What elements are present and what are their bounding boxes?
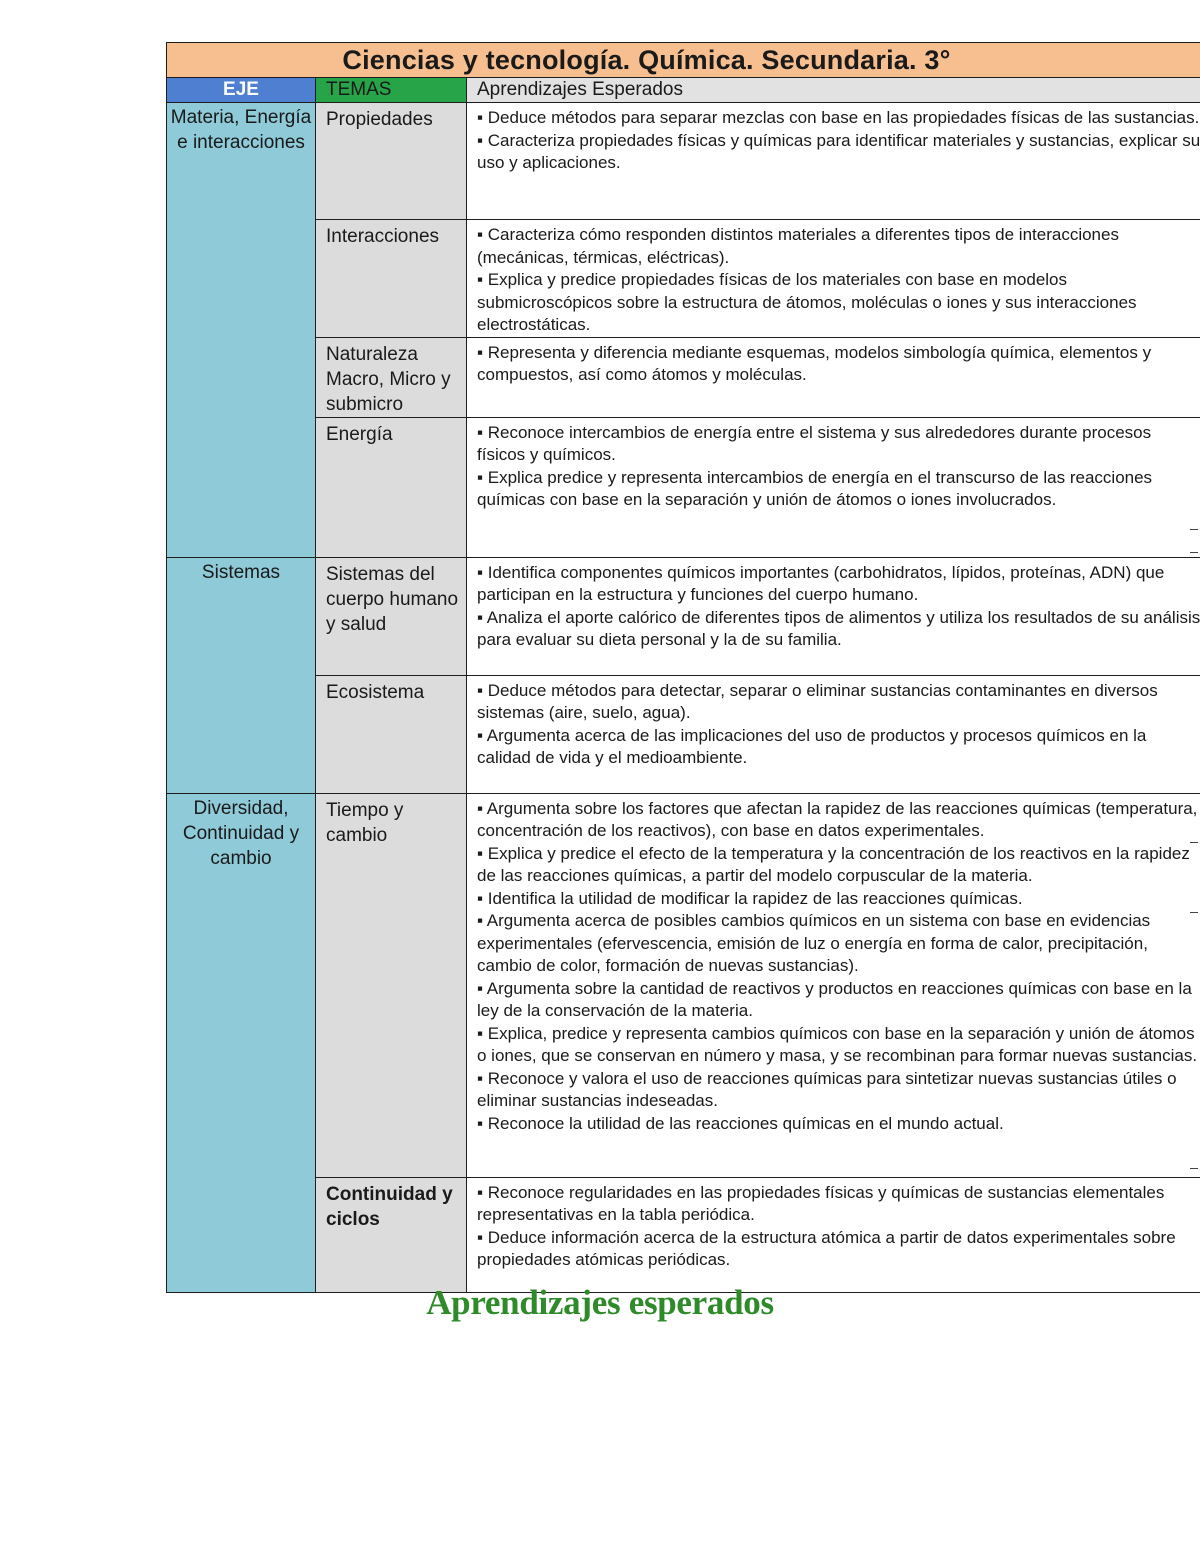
aprendizajes-cell: [467, 103, 1200, 220]
list-item: ▪ Reconoce intercambios de energía entre el sistema y sus alrededores durante procesos físicos y químicos.: [477, 422, 1152, 464]
aprendizajes-cell: [467, 793, 1200, 1177]
aprendizajes-cell: [467, 675, 1200, 793]
list-item: ▪ Caracteriza cómo responden distintos materiales a diferentes tipos de interacciones (mecánicas, térmicas, eléctricas).: [477, 225, 1119, 267]
aprendizajes-cell: [467, 220, 1200, 338]
aprendizajes-cell: [467, 337, 1200, 417]
eje-cell-diversidad: [167, 793, 316, 1292]
list-item: ▪ Analiza el aporte calórico de diferentes tipos de alimentos y utiliza los resultados de su análisis para evaluar su dieta personal y la de su familia.: [477, 607, 1200, 649]
tema-cell-interacciones: Interacciones: [316, 220, 467, 338]
eje-label: Diversidad, Continuidad y cambio: [182, 797, 300, 869]
table-row: [167, 337, 1200, 417]
page-edge-mark: [1190, 552, 1198, 556]
list-item: ▪ Reconoce regularidades en las propiedades físicas y químicas de sustancias elementales representativas en la tabla periódica.: [477, 1182, 1165, 1224]
title-row: [167, 43, 1200, 78]
table-row: [167, 557, 1200, 675]
eje-cell-sistemas: [167, 557, 316, 793]
document-title: Ciencias y tecnología. Química. Secundaria. 3°: [167, 43, 1200, 78]
list-item: ▪ Reconoce la utilidad de las reacciones químicas en el mundo actual.: [477, 1113, 1004, 1133]
eje-label: Sistemas: [201, 561, 281, 583]
footer-title: Aprendizajes esperados: [426, 1283, 774, 1322]
list-item: ▪ Explica, predice y representa cambios químicos con base en la separación y unión de átomos o iones, que se conservan en número y masa, y se recombinan para formar nuevas sustancias.: [477, 1023, 1198, 1065]
eje-label: Materia, Energía e interacciones: [170, 107, 312, 153]
list-item: ▪ Explica y predice propiedades físicas de los materiales con base en modelos submicroscópicos sobre la estructura de átomos, moléculas o iones y sus interacciones electrostáticas.: [477, 270, 1137, 334]
list-item: ▪ Argumenta sobre los factores que afectan la rapidez de las reacciones químicas (temperatura, concentración de los reactivos), con base en datos experimentales.: [477, 798, 1198, 840]
column-header-temas: TEMAS: [316, 78, 467, 103]
tema-cell-naturaleza: Naturaleza Macro, Micro y submicro: [316, 337, 467, 417]
tema-cell-ecosistema: Ecosistema: [316, 675, 467, 793]
eje-cell-materia: [167, 103, 316, 558]
list-item: ▪ Representa y diferencia mediante esquemas, modelos simbología química, elementos y compuestos, así como átomos y moléculas.: [477, 342, 1152, 384]
list-item: ▪ Identifica componentes químicos importantes (carbohidratos, lípidos, proteínas, ADN) que participan en la estructura y funciones del cuerpo humano.: [477, 562, 1165, 604]
list-item: ▪ Deduce métodos para detectar, separar o eliminar sustancias contaminantes en diversos sistemas (aire, suelo, agua).: [477, 680, 1158, 722]
list-item: ▪ Argumenta acerca de posibles cambios químicos en un sistema con base en evidencias experimentales (efervescencia, emisión de luz o energía en forma de calor, precipitación, cambio de color, formación de nuevas sustancias).: [477, 911, 1151, 975]
tema-cell-propiedades: Propiedades: [316, 103, 467, 220]
tema-cell-tiempo-cambio: Tiempo y cambio: [316, 793, 467, 1177]
column-header-eje: EJE: [167, 78, 316, 103]
table-row: [167, 220, 1200, 338]
aprendizajes-cell: [467, 557, 1200, 675]
table-row: [167, 793, 1200, 1177]
page-edge-mark: [1190, 842, 1198, 846]
curriculum-table: [166, 42, 1200, 1293]
page-edge-mark: [1190, 912, 1198, 916]
column-header-aprendizajes: Aprendizajes Esperados: [467, 78, 1200, 103]
list-item: ▪ Explica y predice el efecto de la temperatura y la concentración de los reactivos en la rapidez de las reacciones químicas, a partir del modelo corpuscular de la materia.: [477, 843, 1190, 885]
tema-cell-energia: Energía: [316, 417, 467, 557]
aprendizajes-cell: [467, 1177, 1200, 1292]
list-item: ▪ Caracteriza propiedades físicas y químicas para identificar materiales y sustancias, explicar su uso y aplicaciones.: [477, 130, 1200, 172]
table-row: [167, 103, 1200, 220]
page-edge-mark: [1190, 529, 1198, 533]
aprendizajes-cell: [467, 417, 1200, 557]
tema-cell-continuidad-ciclos: Continuidad y ciclos: [316, 1177, 467, 1292]
tema-cell-sistemas-cuerpo: Sistemas del cuerpo humano y salud: [316, 557, 467, 675]
table-row: [167, 1177, 1200, 1292]
list-item: ▪ Argumenta sobre la cantidad de reactivos y productos en reacciones químicas con base en la ley de la conservación de la materia.: [477, 978, 1192, 1020]
table-row: [167, 675, 1200, 793]
list-item: ▪ Identifica la utilidad de modificar la rapidez de las reacciones químicas.: [477, 888, 1023, 908]
page-edge-mark: [1190, 1168, 1198, 1172]
list-item: ▪ Argumenta acerca de las implicaciones del uso de productos y procesos químicos en la calidad de vida y el medioambiente.: [477, 725, 1147, 767]
list-item: ▪ Deduce información acerca de la estructura atómica a partir de datos experimentales sobre propiedades atómicas periódicas.: [477, 1227, 1176, 1269]
list-item: ▪ Deduce métodos para separar mezclas con base en las propiedades físicas de las sustancias.: [477, 108, 1200, 127]
header-row: [167, 78, 1200, 103]
table-row: [167, 417, 1200, 557]
list-item: ▪ Reconoce y valora el uso de reacciones químicas para sintetizar nuevas sustancias útiles o eliminar sustancias indeseadas.: [477, 1068, 1177, 1110]
list-item: ▪ Explica predice y representa intercambios de energía en el transcurso de las reacciones químicas con base en la separación y unión de átomos o iones involucrados.: [477, 467, 1153, 509]
